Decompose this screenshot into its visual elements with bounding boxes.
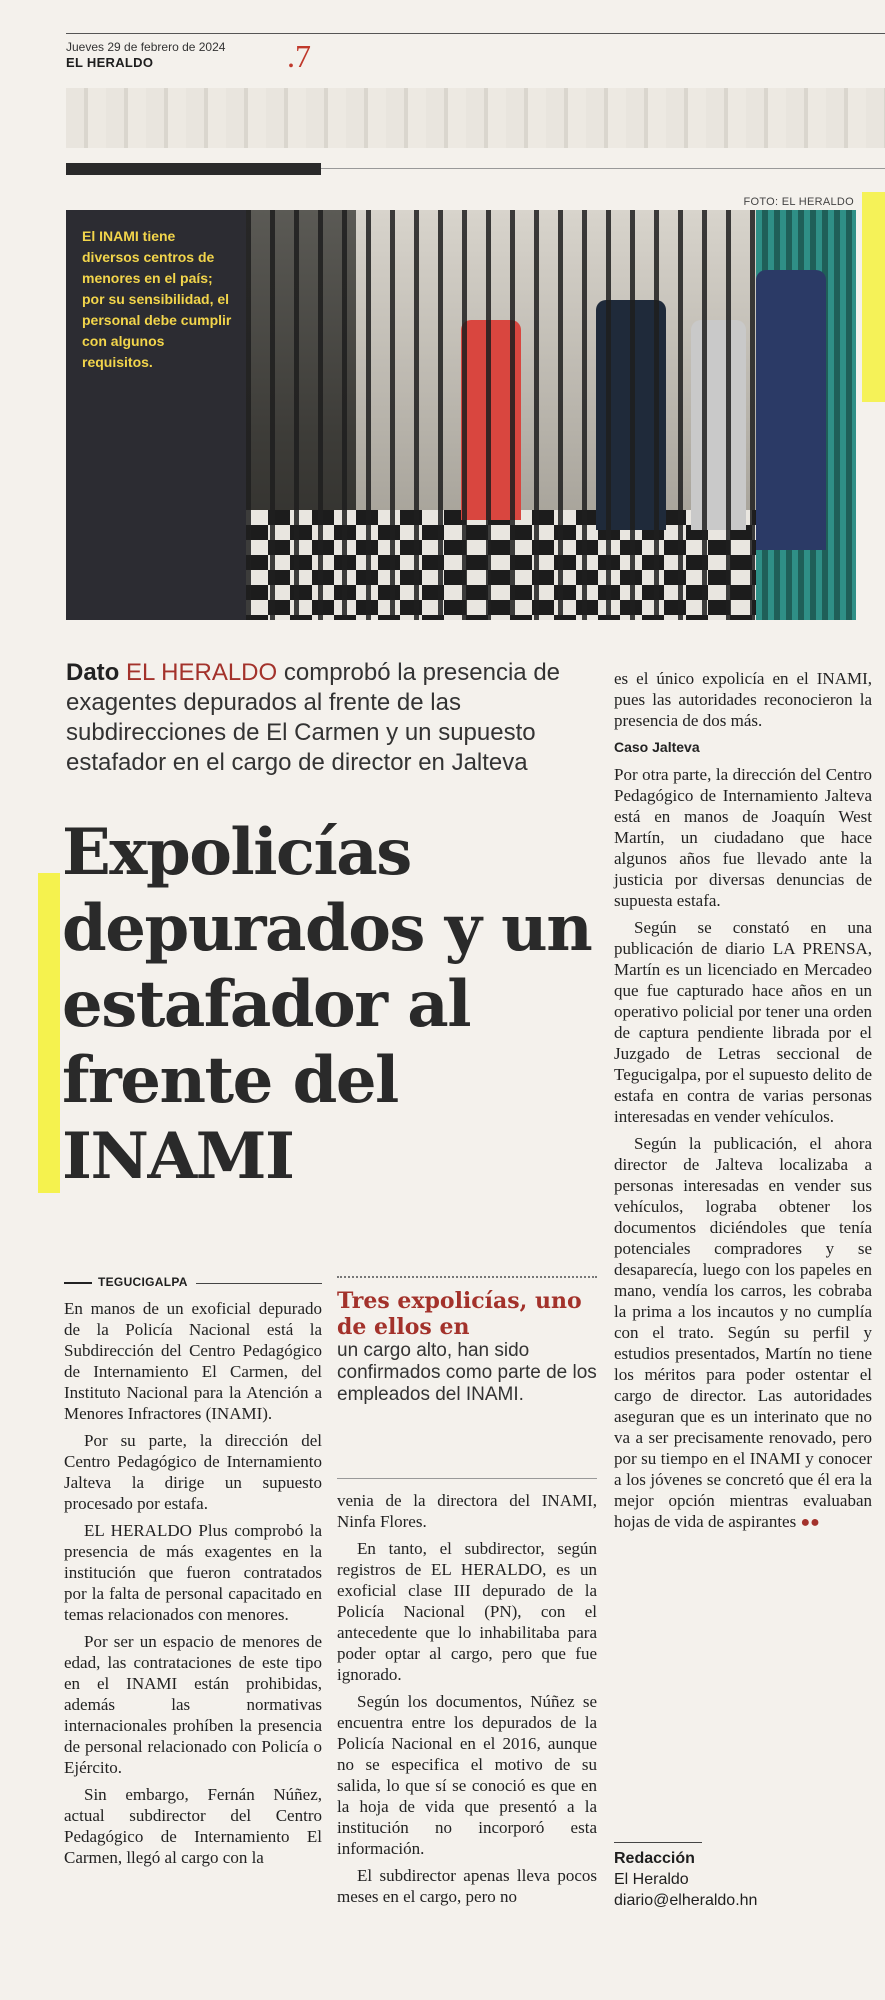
end-mark: ●● bbox=[800, 1514, 820, 1531]
byline-rule bbox=[614, 1842, 702, 1843]
dato-block bbox=[66, 658, 596, 778]
byline bbox=[614, 1848, 872, 1911]
dato-brand: EL HERALDO bbox=[126, 659, 278, 686]
byline-email: diario@elheraldo.hn bbox=[614, 1892, 758, 1909]
highlighter-mark-right bbox=[862, 192, 885, 402]
dato-label: Dato bbox=[66, 659, 120, 686]
dato-text: comprobó la presencia de exagentes depurados al frente de las subdirecciones de El Carmen y un supuesto estafador en el cargo de director en Jalteva bbox=[66, 659, 561, 776]
paragraph bbox=[614, 1133, 872, 1533]
paragraph: En manos de un exoficial depurado de la Policía Nacional está la Subdirección del Centro Pedagógico de Internamiento El Carmen, del Instituto Nacional para la Atención a Menores Infractores (INAMI). bbox=[64, 1299, 322, 1423]
paragraph: Según los documentos, Núñez se encuentra entre los depurados de la Policía Nacional en el 2016, aunque no se especifica el motivo de su salida, lo que sí se conoció es que en la hoja de vida que presentó a la institución no incorporó esta información. bbox=[337, 1692, 597, 1858]
dateline-kicker: TEGUCIGALPA bbox=[64, 1275, 196, 1289]
paragraph: es el único expolicía en el INAMI, pues las autoridades reconocieron la presencia de dos más. bbox=[614, 669, 872, 730]
photo-cell-bars bbox=[246, 210, 766, 620]
highlighter-mark-left bbox=[38, 873, 60, 1193]
prison-photo bbox=[66, 210, 856, 620]
photo-person-blue bbox=[756, 270, 826, 550]
page-number: .7 bbox=[287, 38, 311, 74]
paragraph: En tanto, el subdirector, según registros de EL HERALDO, es un exoficial clase III depurado de la Policía Nacional (PN), con el antecedente que lo inhabilitaba para poder optar al cargo, pero que fue ignorado. bbox=[337, 1539, 597, 1684]
decorative-banner bbox=[66, 88, 885, 148]
paragraph: Por ser un espacio de menores de edad, las contrataciones de este tipo en el INAMI están prohibidas, además las normativas internacionales prohíben la presencia de personal relacionado con Policía o Ejército. bbox=[64, 1632, 322, 1777]
pullquote-headline: Tres expolicías, uno de ellos en bbox=[337, 1288, 582, 1340]
photo-caption: El INAMI tiene diversos centros de menores en el país; por su sensibilidad, el personal debe cumplir con algunos requisitos. bbox=[82, 228, 232, 370]
byline-name: El Heraldo bbox=[614, 1871, 689, 1888]
byline-role: Redacción bbox=[614, 1850, 695, 1867]
article-column-2 bbox=[337, 1490, 597, 1913]
paragraph: Por otra parte, la dirección del Centro Pedagógico de Internamiento Jalteva está en manos de Joaquín West Martín, un ciudadano que hace algunos años fue llevado ante la justicia por diversas denuncias de supuesta estafa. bbox=[614, 765, 872, 910]
article-column-1 bbox=[64, 1298, 322, 1874]
pullquote bbox=[337, 1288, 597, 1406]
paragraph: Sin embargo, Fernán Núñez, actual subdirector del Centro Pedagógico de Internamiento El Carmen, llegó al cargo con la bbox=[64, 1785, 322, 1867]
paragraph-text: Según la publicación, el ahora director de Jalteva localizaba a personas interesadas en vender sus vehículos, lograba obtener los documentos diciéndoles que tenía potenciales compradores y se desaparecía, luego con los papeles en mano, vendía los carros, les cobraba la prima a los incautos y no cumplía con el trato. Según su perfil y estudios presentados, Martín no tiene los méritos para poder ostentar el cargo de director. Las autoridades aseguran que es un interinato que no va a ser precisamente renovado, pero por su tiempo en el INAMI y conocer a los jóvenes se concretó que él era la mejor opción mientras evaluaban hojas de vida de aspirantes bbox=[614, 1134, 872, 1531]
paragraph: venia de la directora del INAMI, Ninfa Flores. bbox=[337, 1491, 597, 1531]
article-column-3 bbox=[614, 668, 872, 1539]
paragraph: El subdirector apenas lleva pocos meses en el cargo, pero no bbox=[337, 1866, 597, 1906]
subhead-caso-jalteva: Caso Jalteva bbox=[614, 739, 700, 755]
section-bar bbox=[66, 163, 321, 175]
issue-date: Jueves 29 de febrero de 2024 bbox=[66, 40, 226, 54]
pullquote-text: un cargo alto, han sido confirmados como parte de los empleados del INAMI. bbox=[337, 1340, 597, 1405]
headline: Expolicías depurados y un estafador al frente del INAMI bbox=[62, 815, 592, 1194]
paragraph: Por su parte, la dirección del Centro Pedagógico de Internamiento Jalteva la dirige un supuesto procesado por estafa. bbox=[64, 1431, 322, 1513]
paragraph: Según se constató en una publicación de diario LA PRENSA, Martín es un licenciado en Mercadeo que fue capturado hace años en un operativo policial por tener una orden de captura pendiente librada por el Juzgado de Letras seccional de Tegucigalpa, por el supuesto delito de estafa en contra de varias personas interesadas en vender vehículos. bbox=[614, 918, 872, 1126]
pullquote-rule-top bbox=[337, 1276, 597, 1278]
paragraph: EL HERALDO Plus comprobó la presencia de más exagentes en la institución que fueron contratados por la falta de personal capacitado en temas relacionados con menores. bbox=[64, 1521, 322, 1624]
header-rule bbox=[66, 33, 885, 34]
paper-name: EL HERALDO bbox=[66, 55, 154, 70]
photo-credit: FOTO: EL HERALDO bbox=[743, 196, 854, 208]
pullquote-rule-bottom bbox=[337, 1478, 597, 1479]
